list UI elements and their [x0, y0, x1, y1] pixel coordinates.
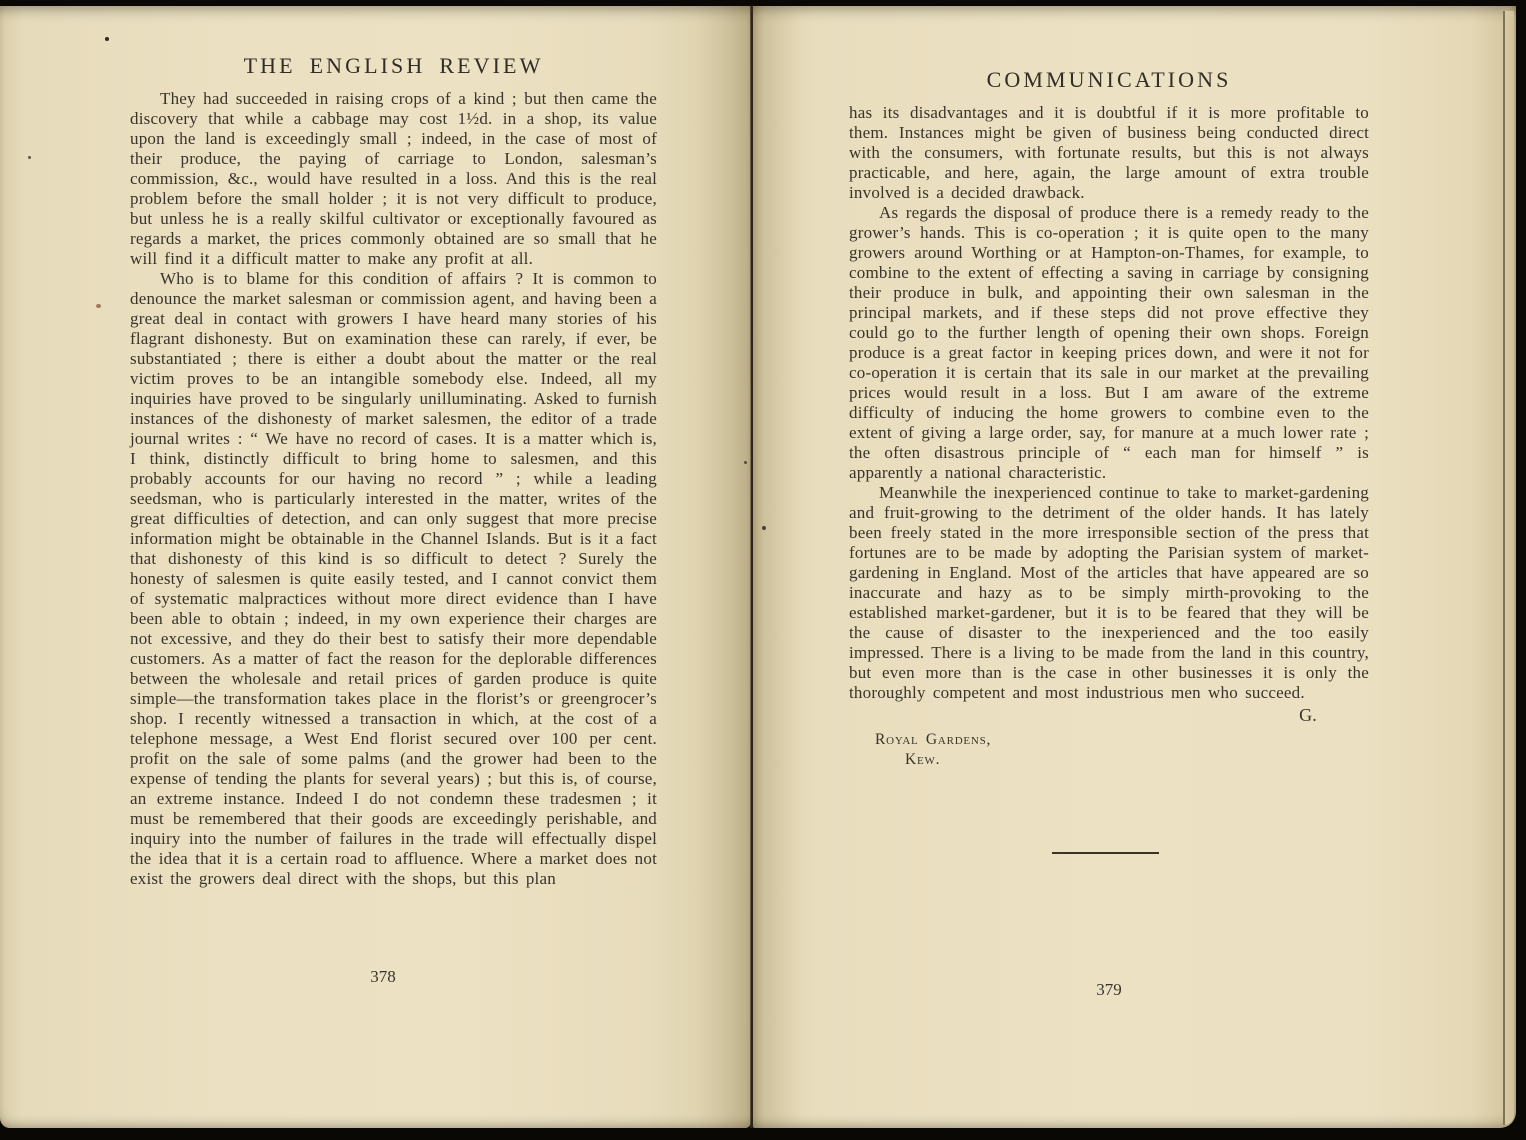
- page-edge-stack: [1503, 11, 1514, 1125]
- left-page-text-column: [130, 53, 657, 889]
- signature-initial: G.: [1299, 705, 1317, 725]
- address-block: [849, 730, 1369, 770]
- paragraph: Meanwhile the inexperienced continue to take to market-gardening and fruit-growing to the detriment of the older hands. It has lately been freely stated in the more irresponsible section of the press that fortunes are to be made by adopting the Parisian system of market-gardening in England. Most of the articles that have appeared are so inaccurate and hazy as to be simply mirth-provoking to the established market-gardener, but it is to be feared that they will be the cause of disaster to the inexperienced and the too easily impressed. There is a living to be made from the land in this country, but even more than is the case in other businesses it is only the thoroughly competent and most industrious men who succeed.: [849, 483, 1369, 702]
- address-kew: Kew.: [905, 751, 941, 768]
- page-number-right: 379: [1096, 980, 1122, 999]
- right-page-text-column: [849, 67, 1369, 770]
- left-page: [0, 6, 751, 1128]
- right-page: [753, 6, 1516, 1128]
- section-divider: [1052, 852, 1159, 854]
- page-number-left: 378: [370, 967, 396, 986]
- address-royal-gardens: Royal Gardens,: [875, 731, 992, 748]
- paragraph: has its disadvantages and it is doubtful if it is more profitable to them. Instances might be given of business being conducted direct with the consumers, with fortunate results, but this is not always practicable, and here, again, the large amount of extra trouble involved is a decided drawback.: [849, 103, 1369, 202]
- paragraph: Who is to blame for this condition of affairs ? It is common to denounce the market salesman or commission agent, and having been a great deal in contact with growers I have heard many stories of his flagrant dishonesty. But on examination these can rarely, if ever, be substantiated ; there is either a doubt about the matter or the real victim proves to be an intangible somebody else. Indeed, all my inquiries have proved to be singularly unilluminating. Asked to furnish instances of the dishonesty of market salesmen, the editor of a trade journal writes : “ We have no record of cases. It is a matter which is, I think, distinctly difficult to bring home to salesmen, and this probably accounts for our having no record ” ; while a leading seedsman, who is particularly interested in the matter, writes of the great difficulties of detection, and can only suggest that more precise information might be obtainable in the Channel Islands. But is it a fact that dishonesty of this kind is so difficult to detect ? Surely the honesty of salesmen is quite easily tested, and I cannot convict them of systematic malpractices without more direct evidence than I have been able to obtain ; indeed, in my own experience their charges are not excessive, and they do their best to satisfy their more dependable customers. As a matter of fact the reason for the deplorable differences between the wholesale and retail prices of garden produce is quite simple—the transformation takes place in the florist’s or greengrocer’s shop. I recently witnessed a transaction in which, at the cost of a telephone message, a West End florist secured over 100 per cent. profit on the sale of some palms (and the grower had been to the expense of tending the plants for several years) ; but this is, of course, an extreme instance. Indeed I do not condemn these tradesmen ; it must be remembered that their goods are exceedingly perishable, and inquiry into the number of failures in the trade will effectually dispel the idea that it is a certain road to affluence. Where a market does not exist the growers deal direct with the shops, but this plan: [130, 269, 657, 888]
- paragraph: As regards the disposal of produce there is a remedy ready to the grower’s hands. This is co-operation ; it is quite open to the many growers around Worthing or at Hampton-on-Thames, for example, to combine to the extent of effecting a saving in carriage by consigning their produce in bulk, and appointing their own salesman in the principal markets, and if these steps did not prove effective they could go to the further length of opening their own shops. Foreign produce is a great factor in keeping prices down, and were it not for co-operation it is certain that its sale in our market at the prevailing prices would result in a loss. But I am aware of the extreme difficulty of inducing the home growers to combine even to the extent of giving a large order, say, for manure at a much lower rate ; the often disastrous principle of “ each man for himself ” is apparently a national characteristic.: [849, 203, 1369, 482]
- paragraph: They had succeeded in raising crops of a kind ; but then came the discovery that while a cabbage may cost 1½d. in a shop, its value upon the land is exceedingly small ; indeed, in the case of most of their produce, the paying of carriage to London, salesman’s commission, &c., would have resulted in a loss. And this is the real problem before the small holder ; it is not very difficult to produce, but unless he is a really skilful cultivator or exceptionally favoured as regards a market, the prices commonly obtained are so small that he will find it a difficult matter to make any profit at all.: [130, 89, 657, 268]
- book-spread: [0, 6, 1516, 1128]
- running-title-right: COMMUNICATIONS: [986, 67, 1232, 92]
- running-title-left: THE ENGLISH REVIEW: [243, 53, 544, 78]
